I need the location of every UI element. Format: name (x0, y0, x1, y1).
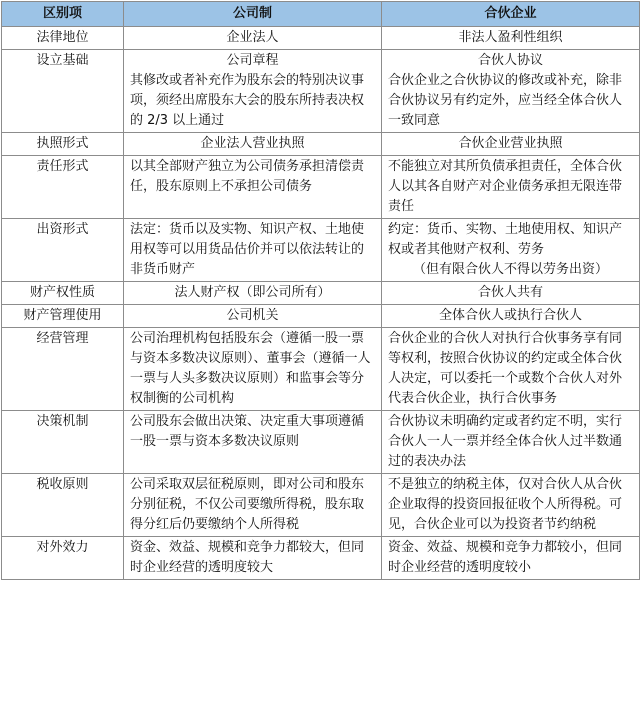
comparison-table (1, 1, 640, 580)
table-row (2, 474, 640, 537)
partnership-cell-text: 约定：货币、实物、土地使用权、知识产权或者其他财产权利、劳务 (388, 222, 623, 257)
company-cell-text: 以其全部财产独立为公司债务承担清偿责任，股东原则上不承担公司债务 (130, 159, 365, 194)
partnership-cell (382, 537, 640, 580)
table-row (2, 282, 640, 305)
partnership-cell-heading: 合伙企业营业执照 (458, 136, 563, 151)
company-cell (124, 50, 382, 133)
partnership-cell-text: 资金、效益、规模和竞争力都较小，但同时企业经营的透明度较小 (388, 540, 623, 575)
company-cell (124, 328, 382, 411)
company-cell (124, 282, 382, 305)
partnership-cell (382, 328, 640, 411)
partnership-cell-text: 合伙企业之合伙协议的修改或补充，除非合伙协议另有约定外，应当经全体合伙人一致同意 (388, 73, 623, 128)
company-cell-text: 公司股东会做出决策、决定重大事项遵循一股一票与资本多数决议原则 (130, 414, 365, 449)
company-cell-heading: 法人财产权（即公司所有） (174, 285, 331, 300)
row-label: 财产管理使用 (2, 305, 124, 328)
header-partnership: 合伙企业 (382, 2, 640, 27)
header-row (2, 2, 640, 27)
table-row (2, 537, 640, 580)
row-label: 设立基础 (2, 50, 124, 133)
company-cell (124, 133, 382, 156)
table-row (2, 219, 640, 282)
company-cell (124, 156, 382, 219)
partnership-cell-heading: 全体合伙人或执行合伙人 (438, 308, 582, 323)
company-cell-text: 公司治理机构包括股东会（遵循一股一票与资本多数决议原则）、董事会（遵循一人一票与人头多数决议原则）和监事会等分权制衡的公司机构 (130, 331, 371, 406)
row-label: 财产权性质 (2, 282, 124, 305)
table-row (2, 27, 640, 50)
partnership-cell-text: 不是独立的纳税主体，仅对合伙人从合伙企业取得的投资回报征收个人所得税。可见，合伙企业可以为投资者节约纳税 (388, 477, 623, 532)
partnership-cell (382, 156, 640, 219)
header-item: 区别项 (2, 2, 124, 27)
row-label: 决策机制 (2, 411, 124, 474)
row-label: 对外效力 (2, 537, 124, 580)
partnership-cell (382, 411, 640, 474)
partnership-cell-heading: 合伙人协议 (477, 53, 543, 68)
table-row (2, 133, 640, 156)
partnership-cell-note: （但有限合伙人不得以劳务出资） (412, 262, 608, 277)
company-cell (124, 411, 382, 474)
company-cell (124, 305, 382, 328)
company-cell-text: 法定：货币以及实物、知识产权、土地使用权等可以用货品估价并可以依法转让的非货币财产 (130, 222, 365, 277)
company-cell-text: 其修改或者补充作为股东会的特别决议事项，须经出席股东大会的股东所持表决权的 2/3 以上通过 (130, 73, 365, 128)
company-cell-heading: 公司机关 (226, 308, 279, 323)
company-cell (124, 537, 382, 580)
company-cell-text: 公司采取双层征税原则，即对公司和股东分别征税，不仅公司要缴所得税，股东取得分红后仍要缴纳个人所得税 (130, 477, 365, 532)
company-cell-heading: 企业法人 (226, 30, 279, 45)
table-row (2, 328, 640, 411)
table-row (2, 156, 640, 219)
row-label: 责任形式 (2, 156, 124, 219)
company-cell-text: 资金、效益、规模和竞争力都较大，但同时企业经营的透明度较大 (130, 540, 365, 575)
partnership-cell (382, 219, 640, 282)
table-body (2, 27, 640, 580)
partnership-cell (382, 474, 640, 537)
partnership-cell-heading: 非法人盈利性组织 (458, 30, 563, 45)
partnership-cell (382, 50, 640, 133)
row-label: 执照形式 (2, 133, 124, 156)
header-company: 公司制 (124, 2, 382, 27)
row-label: 出资形式 (2, 219, 124, 282)
company-cell (124, 474, 382, 537)
partnership-cell-heading: 合伙人共有 (477, 285, 543, 300)
table-header (2, 2, 640, 27)
partnership-cell-text: 合伙协议未明确约定或者约定不明，实行合伙人一人一票并经全体合伙人过半数通过的表决办法 (388, 414, 623, 469)
row-label: 税收原则 (2, 474, 124, 537)
partnership-cell (382, 282, 640, 305)
table-row (2, 50, 640, 133)
table-row (2, 411, 640, 474)
company-cell (124, 219, 382, 282)
table-row (2, 305, 640, 328)
partnership-cell-text: 合伙企业的合伙人对执行合伙事务享有同等权利，按照合伙协议的约定或全体合伙人决定，可以委托一个或数个合伙人对外代表合伙企业，执行合伙事务 (388, 331, 623, 406)
company-cell-heading: 公司章程 (226, 53, 279, 68)
row-label: 法律地位 (2, 27, 124, 50)
partnership-cell (382, 133, 640, 156)
row-label: 经营管理 (2, 328, 124, 411)
partnership-cell (382, 27, 640, 50)
partnership-cell-text: 不能独立对其所负债承担责任，全体合伙人以其各自财产对企业债务承担无限连带责任 (388, 159, 623, 214)
company-cell-heading: 企业法人营业执照 (200, 136, 305, 151)
company-cell (124, 27, 382, 50)
partnership-cell (382, 305, 640, 328)
